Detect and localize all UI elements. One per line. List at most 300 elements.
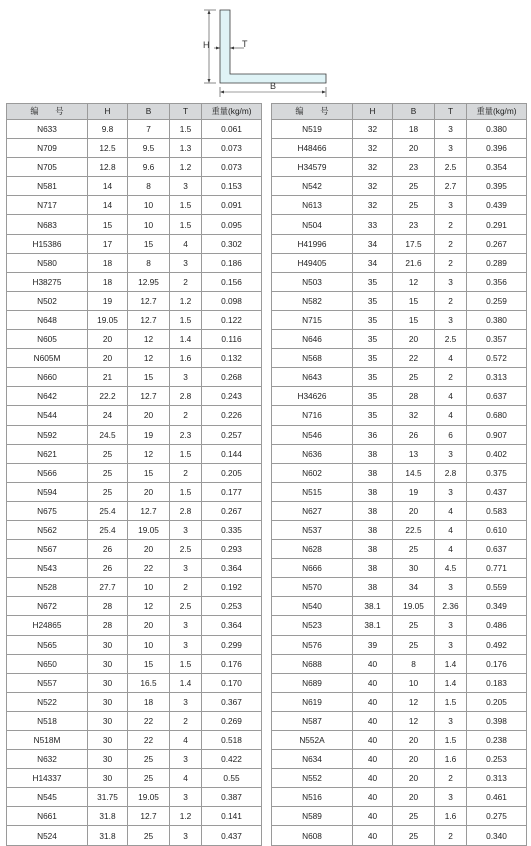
cell-h: 26: [88, 559, 128, 578]
spec-table-right: [271, 103, 527, 846]
cell-weight: 0.422: [202, 750, 262, 769]
cell-b: 8: [128, 253, 170, 272]
cell-code: H34579: [272, 158, 353, 177]
header-b: B: [128, 104, 170, 120]
cell-weight: 0.387: [202, 788, 262, 807]
table-row: [272, 463, 527, 482]
cell-b: 12.95: [128, 272, 170, 291]
table-row: [7, 750, 262, 769]
cell-weight: 0.095: [202, 215, 262, 234]
cell-b: 20: [393, 139, 435, 158]
cell-b: 25: [393, 616, 435, 635]
cell-b: 16.5: [128, 673, 170, 692]
cell-h: 30: [88, 635, 128, 654]
cell-weight: 0.437: [467, 482, 527, 501]
cell-t: 2: [170, 272, 202, 291]
cell-weight: 0.073: [202, 158, 262, 177]
cell-h: 35: [353, 310, 393, 329]
cell-h: 34: [353, 234, 393, 253]
cell-code: N546: [272, 425, 353, 444]
table-row: [7, 444, 262, 463]
cell-h: 12.5: [88, 139, 128, 158]
table-row: [272, 559, 527, 578]
cell-h: 32: [353, 177, 393, 196]
cell-weight: 0.170: [202, 673, 262, 692]
table-row: [272, 253, 527, 272]
table-row: [272, 272, 527, 291]
header-weight: 重量(kg/m): [202, 104, 262, 120]
cell-h: 35: [353, 330, 393, 349]
cell-h: 35: [353, 291, 393, 310]
cell-b: 20: [128, 616, 170, 635]
cell-b: 13: [393, 444, 435, 463]
cell-weight: 0.073: [202, 139, 262, 158]
table-row: [7, 807, 262, 826]
cell-t: 4.5: [435, 559, 467, 578]
cell-b: 12.7: [128, 291, 170, 310]
cell-weight: 0.259: [467, 291, 527, 310]
cell-t: 4: [435, 501, 467, 520]
cell-b: 22: [128, 559, 170, 578]
cell-code: N650: [7, 654, 88, 673]
cell-t: 1.6: [435, 807, 467, 826]
cell-t: 2.36: [435, 597, 467, 616]
cell-code: N621: [7, 444, 88, 463]
table-row: [272, 520, 527, 539]
cell-weight: 0.559: [467, 578, 527, 597]
cell-b: 25: [393, 540, 435, 559]
table-row: [272, 540, 527, 559]
table-row: [272, 387, 527, 406]
cell-t: 2.7: [435, 177, 467, 196]
cell-weight: 0.257: [202, 425, 262, 444]
cell-h: 30: [88, 692, 128, 711]
cell-code: H49405: [272, 253, 353, 272]
cell-t: 2.8: [170, 501, 202, 520]
cell-t: 3: [435, 120, 467, 139]
cell-code: N544: [7, 406, 88, 425]
cell-weight: 0.572: [467, 349, 527, 368]
cell-code: N592: [7, 425, 88, 444]
table-row: [7, 368, 262, 387]
cell-b: 20: [128, 406, 170, 425]
cell-b: 20: [393, 788, 435, 807]
cell-h: 32: [353, 139, 393, 158]
cell-t: 3: [435, 139, 467, 158]
header-h: H: [353, 104, 393, 120]
cell-t: 4: [435, 349, 467, 368]
cell-b: 10: [128, 578, 170, 597]
cell-t: 3: [435, 444, 467, 463]
table-row: [272, 330, 527, 349]
cell-weight: 0.153: [202, 177, 262, 196]
cell-weight: 0.268: [202, 368, 262, 387]
cell-t: 2.8: [435, 463, 467, 482]
cell-weight: 0.375: [467, 463, 527, 482]
cell-weight: 0.380: [467, 120, 527, 139]
cell-code: N717: [7, 196, 88, 215]
cell-weight: 0.293: [202, 540, 262, 559]
cell-b: 19.05: [128, 788, 170, 807]
table-row: [272, 501, 527, 520]
cell-b: 15: [393, 310, 435, 329]
cell-h: 26: [88, 540, 128, 559]
cell-code: H14337: [7, 769, 88, 788]
cell-b: 25: [393, 635, 435, 654]
table-row: [7, 482, 262, 501]
table-row: [7, 158, 262, 177]
cell-code: N619: [272, 692, 353, 711]
cell-code: N570: [272, 578, 353, 597]
cell-weight: 0.637: [467, 540, 527, 559]
cell-weight: 0.771: [467, 559, 527, 578]
cell-h: 32: [353, 120, 393, 139]
cell-h: 35: [353, 272, 393, 291]
table-row: [7, 406, 262, 425]
cell-t: 3: [170, 635, 202, 654]
table-row: [272, 158, 527, 177]
cell-b: 10: [128, 196, 170, 215]
cell-code: N587: [272, 711, 353, 730]
table-row: [7, 501, 262, 520]
cell-b: 18: [393, 120, 435, 139]
cell-b: 12: [393, 272, 435, 291]
cell-code: N524: [7, 826, 88, 845]
label-h: H: [203, 40, 210, 50]
cell-code: N516: [272, 788, 353, 807]
header-t: T: [435, 104, 467, 120]
cell-h: 38: [353, 520, 393, 539]
cell-weight: 0.177: [202, 482, 262, 501]
cell-t: 3: [170, 616, 202, 635]
cell-weight: 0.243: [202, 387, 262, 406]
cell-h: 36: [353, 425, 393, 444]
cell-code: N557: [7, 673, 88, 692]
cell-code: N552: [272, 769, 353, 788]
cell-h: 35: [353, 387, 393, 406]
cell-weight: 0.205: [467, 692, 527, 711]
cell-t: 1.5: [170, 654, 202, 673]
cell-code: N582: [272, 291, 353, 310]
cell-code: N537: [272, 520, 353, 539]
cell-b: 15: [128, 654, 170, 673]
cell-code: N661: [7, 807, 88, 826]
cell-code: N636: [272, 444, 353, 463]
cell-t: 2.3: [170, 425, 202, 444]
cell-b: 25: [128, 769, 170, 788]
cell-h: 15: [88, 215, 128, 234]
cell-h: 38.1: [353, 616, 393, 635]
table-row: [272, 788, 527, 807]
table-row: [272, 711, 527, 730]
cell-t: 1.5: [170, 215, 202, 234]
cell-code: N566: [7, 463, 88, 482]
cell-b: 20: [393, 501, 435, 520]
cell-h: 31.75: [88, 788, 128, 807]
cell-t: 3: [170, 177, 202, 196]
table-row: [272, 616, 527, 635]
cell-t: 2.5: [170, 597, 202, 616]
cell-h: 40: [353, 692, 393, 711]
cell-b: 22: [393, 349, 435, 368]
cell-t: 4: [170, 769, 202, 788]
table-row: [272, 578, 527, 597]
table-row: [7, 826, 262, 845]
cell-t: 2.8: [170, 387, 202, 406]
cell-b: 12.7: [128, 387, 170, 406]
cell-t: 3: [435, 616, 467, 635]
cell-b: 7: [128, 120, 170, 139]
cell-t: 4: [170, 731, 202, 750]
table-row: [7, 711, 262, 730]
cell-code: N567: [7, 540, 88, 559]
cell-h: 40: [353, 826, 393, 845]
cell-code: N562: [7, 520, 88, 539]
cell-b: 25: [393, 807, 435, 826]
cell-code: N715: [272, 310, 353, 329]
header-code: 编 号: [7, 104, 88, 120]
cell-b: 34: [393, 578, 435, 597]
cell-h: 39: [353, 635, 393, 654]
table-row: [7, 788, 262, 807]
cell-b: 10: [393, 673, 435, 692]
cell-h: 24.5: [88, 425, 128, 444]
cell-b: 20: [393, 750, 435, 769]
table-row: [7, 692, 262, 711]
cell-t: 2: [435, 291, 467, 310]
cell-code: N503: [272, 272, 353, 291]
cell-weight: 0.518: [202, 731, 262, 750]
cell-weight: 0.461: [467, 788, 527, 807]
table-row: [7, 215, 262, 234]
cell-weight: 0.907: [467, 425, 527, 444]
header-weight: 重量(kg/m): [467, 104, 527, 120]
cell-t: 3: [435, 310, 467, 329]
cell-b: 18: [128, 692, 170, 711]
cell-h: 19.05: [88, 310, 128, 329]
cell-t: 3: [170, 253, 202, 272]
cell-t: 2: [435, 215, 467, 234]
cell-weight: 0.380: [467, 310, 527, 329]
cell-weight: 0.122: [202, 310, 262, 329]
table-row: [7, 196, 262, 215]
cell-h: 35: [353, 368, 393, 387]
cell-h: 24: [88, 406, 128, 425]
table-row: [272, 673, 527, 692]
table-row: [7, 387, 262, 406]
cell-t: 3: [170, 826, 202, 845]
cell-t: 3: [170, 368, 202, 387]
cell-code: N613: [272, 196, 353, 215]
cell-h: 35: [353, 406, 393, 425]
cell-b: 15: [128, 463, 170, 482]
cell-t: 1.5: [170, 444, 202, 463]
cell-b: 25: [128, 826, 170, 845]
cell-h: 32: [353, 158, 393, 177]
cell-weight: 0.098: [202, 291, 262, 310]
cell-weight: 0.205: [202, 463, 262, 482]
cell-b: 20: [128, 540, 170, 559]
cell-h: 17: [88, 234, 128, 253]
cell-weight: 0.253: [467, 750, 527, 769]
cell-t: 4: [435, 387, 467, 406]
cell-code: N568: [272, 349, 353, 368]
cell-b: 12: [128, 444, 170, 463]
table-row: [7, 139, 262, 158]
cell-weight: 0.437: [202, 826, 262, 845]
table-row: [7, 310, 262, 329]
cell-code: N633: [7, 120, 88, 139]
cell-h: 20: [88, 349, 128, 368]
table-row: [272, 750, 527, 769]
cell-code: N545: [7, 788, 88, 807]
table-row: [7, 177, 262, 196]
cell-b: 23: [393, 215, 435, 234]
cell-h: 38: [353, 559, 393, 578]
cell-t: 2.5: [435, 158, 467, 177]
table-row: [272, 139, 527, 158]
cell-weight: 0.398: [467, 711, 527, 730]
table-row: [7, 330, 262, 349]
cell-h: 14: [88, 177, 128, 196]
cell-b: 12.7: [128, 807, 170, 826]
cell-h: 25.4: [88, 520, 128, 539]
table-row: [272, 654, 527, 673]
cell-t: 3: [435, 196, 467, 215]
table-row: [272, 196, 527, 215]
cell-h: 28: [88, 616, 128, 635]
table-row: [7, 769, 262, 788]
cell-weight: 0.267: [202, 501, 262, 520]
cell-b: 10: [128, 635, 170, 654]
table-row: [272, 807, 527, 826]
cell-h: 27.7: [88, 578, 128, 597]
table-row: [272, 826, 527, 845]
cell-weight: 0.176: [202, 654, 262, 673]
cell-weight: 0.267: [467, 234, 527, 253]
cell-t: 6: [435, 425, 467, 444]
cell-t: 1.4: [435, 654, 467, 673]
cell-h: 40: [353, 673, 393, 692]
table-row: [7, 578, 262, 597]
cell-weight: 0.269: [202, 711, 262, 730]
cell-b: 26: [393, 425, 435, 444]
cell-weight: 0.396: [467, 139, 527, 158]
cell-t: 3: [170, 520, 202, 539]
cell-weight: 0.132: [202, 349, 262, 368]
table-row: [7, 654, 262, 673]
cell-b: 25: [128, 750, 170, 769]
cell-h: 38: [353, 578, 393, 597]
cell-h: 40: [353, 654, 393, 673]
cell-weight: 0.486: [467, 616, 527, 635]
cell-weight: 0.637: [467, 387, 527, 406]
table-row: [272, 731, 527, 750]
cell-t: 2: [435, 826, 467, 845]
cell-t: 2: [170, 406, 202, 425]
label-t: T: [242, 39, 248, 49]
cell-weight: 0.289: [467, 253, 527, 272]
cell-code: N594: [7, 482, 88, 501]
cell-weight: 0.116: [202, 330, 262, 349]
cell-h: 21: [88, 368, 128, 387]
cell-weight: 0.141: [202, 807, 262, 826]
cell-t: 4: [170, 234, 202, 253]
cell-t: 2: [170, 578, 202, 597]
table-row: [7, 463, 262, 482]
cell-b: 12: [128, 349, 170, 368]
cell-b: 12.7: [128, 310, 170, 329]
cell-t: 3: [170, 788, 202, 807]
table-row: [272, 120, 527, 139]
cell-h: 30: [88, 673, 128, 692]
cell-code: N643: [272, 368, 353, 387]
cell-t: 4: [435, 520, 467, 539]
cell-b: 25: [393, 826, 435, 845]
cell-h: 40: [353, 769, 393, 788]
table-row: [272, 215, 527, 234]
cell-h: 38.1: [353, 597, 393, 616]
table-row: [7, 253, 262, 272]
cell-t: 3: [435, 482, 467, 501]
cell-b: 12: [128, 597, 170, 616]
header-h: H: [88, 104, 128, 120]
cell-weight: 0.183: [467, 673, 527, 692]
cell-b: 17.5: [393, 234, 435, 253]
cell-weight: 0.354: [467, 158, 527, 177]
cell-h: 32: [353, 196, 393, 215]
table-row: [7, 520, 262, 539]
cell-t: 3: [435, 272, 467, 291]
cell-b: 25: [393, 196, 435, 215]
cell-code: N602: [272, 463, 353, 482]
table-row: [7, 120, 262, 139]
cell-t: 1.2: [170, 807, 202, 826]
cell-code: N504: [272, 215, 353, 234]
cell-weight: 0.364: [202, 559, 262, 578]
cell-code: H48466: [272, 139, 353, 158]
table-row: [272, 368, 527, 387]
cell-weight: 0.356: [467, 272, 527, 291]
cell-b: 22: [128, 711, 170, 730]
table-row: [272, 444, 527, 463]
cell-b: 20: [393, 731, 435, 750]
cell-weight: 0.583: [467, 501, 527, 520]
cell-code: N576: [272, 635, 353, 654]
cell-code: N642: [7, 387, 88, 406]
cell-code: N627: [272, 501, 353, 520]
cell-t: 3: [170, 559, 202, 578]
cell-code: N518M: [7, 731, 88, 750]
cell-b: 23: [393, 158, 435, 177]
cell-t: 1.5: [435, 692, 467, 711]
cell-weight: 0.176: [467, 654, 527, 673]
label-b: B: [270, 81, 277, 91]
cell-weight: 0.192: [202, 578, 262, 597]
cell-t: 1.6: [170, 349, 202, 368]
cell-h: 18: [88, 272, 128, 291]
cell-h: 40: [353, 731, 393, 750]
cell-t: 2: [435, 234, 467, 253]
cell-t: 1.5: [170, 120, 202, 139]
cell-code: N605: [7, 330, 88, 349]
cell-weight: 0.275: [467, 807, 527, 826]
table-row: [7, 234, 262, 253]
cell-b: 21.6: [393, 253, 435, 272]
cell-b: 15: [128, 234, 170, 253]
cell-b: 19.05: [128, 520, 170, 539]
cell-weight: 0.299: [202, 635, 262, 654]
